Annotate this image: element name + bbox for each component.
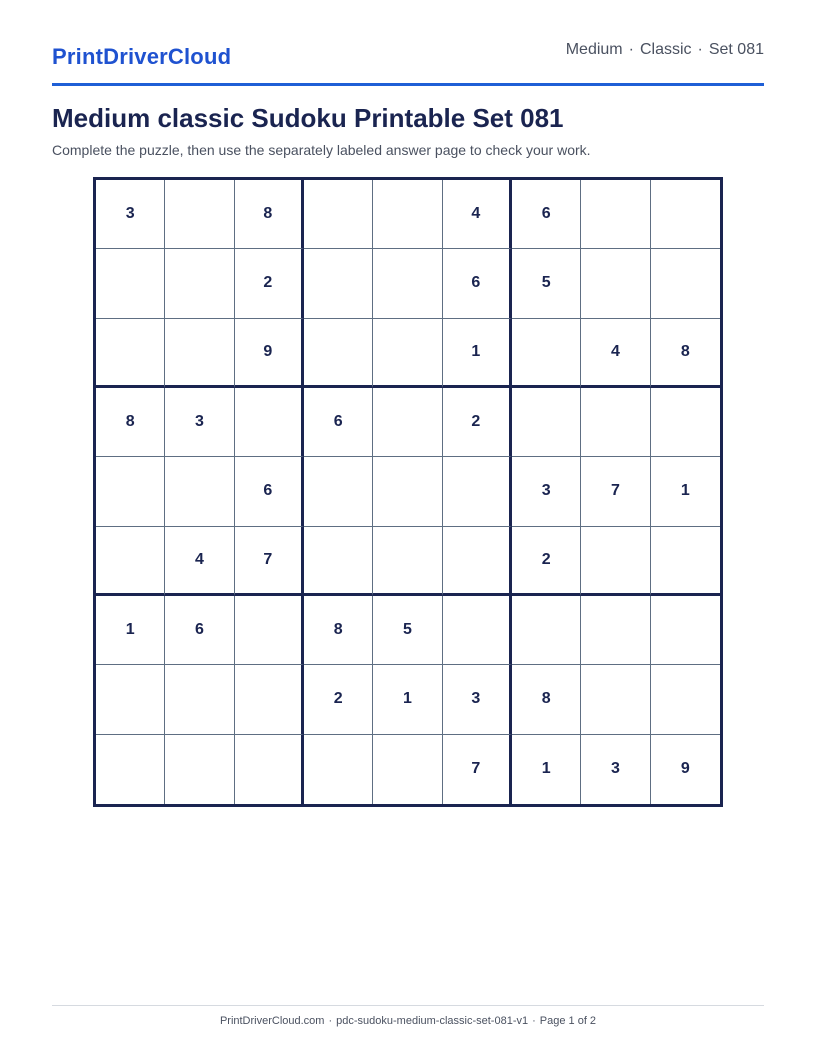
sudoku-cell[interactable]: 2 [443, 388, 512, 457]
sudoku-cell[interactable] [651, 527, 720, 596]
sudoku-cell[interactable] [304, 319, 373, 388]
sudoku-cell[interactable]: 1 [373, 665, 442, 734]
sudoku-cell[interactable]: 5 [512, 249, 581, 318]
sudoku-cell[interactable] [651, 249, 720, 318]
sudoku-cell[interactable] [373, 249, 442, 318]
sudoku-cell[interactable] [96, 527, 165, 596]
sudoku-cell[interactable]: 3 [512, 457, 581, 526]
sudoku-cell[interactable] [304, 249, 373, 318]
sudoku-cell[interactable]: 4 [581, 319, 650, 388]
sudoku-cell[interactable] [304, 180, 373, 249]
sudoku-cell[interactable] [373, 180, 442, 249]
sudoku-cell[interactable]: 2 [304, 665, 373, 734]
sudoku-cell[interactable]: 6 [443, 249, 512, 318]
set-label: Set 081 [708, 41, 764, 58]
sudoku-cell[interactable]: 1 [96, 596, 165, 665]
sudoku-cell[interactable] [373, 388, 442, 457]
sudoku-cell[interactable]: 9 [235, 319, 304, 388]
page-title: Medium classic Sudoku Printable Set 081 [52, 103, 564, 133]
sudoku-cell[interactable] [304, 527, 373, 596]
sudoku-cell[interactable] [581, 249, 650, 318]
sudoku-cell[interactable] [235, 735, 304, 804]
sudoku-cell[interactable] [235, 665, 304, 734]
sudoku-cell[interactable] [165, 180, 234, 249]
sudoku-cell[interactable] [443, 457, 512, 526]
sudoku-cell[interactable]: 6 [165, 596, 234, 665]
puzzle-meta: Medium · Classic · Set 081 [565, 41, 764, 58]
sudoku-cell[interactable] [96, 665, 165, 734]
sudoku-cell[interactable]: 8 [235, 180, 304, 249]
sudoku-cell[interactable] [373, 457, 442, 526]
sudoku-cell[interactable]: 7 [581, 457, 650, 526]
sudoku-cell[interactable] [651, 665, 720, 734]
sudoku-cell[interactable] [304, 457, 373, 526]
sudoku-cell[interactable]: 3 [443, 665, 512, 734]
sudoku-cell[interactable]: 9 [680, 760, 690, 778]
sudoku-cell[interactable] [165, 249, 234, 318]
sudoku-cell[interactable]: 3 [581, 735, 650, 804]
sudoku-cell[interactable]: 4 [165, 527, 234, 596]
sudoku-cell[interactable]: 1 [512, 735, 581, 804]
sudoku-cell[interactable]: 4 [443, 180, 512, 249]
sudoku-cell[interactable] [96, 319, 165, 388]
sudoku-cell[interactable] [165, 735, 234, 804]
variant-label: Classic [639, 41, 692, 58]
sudoku-cell[interactable]: 7 [443, 735, 512, 804]
sudoku-cell[interactable] [512, 319, 581, 388]
sudoku-cell[interactable]: 2 [235, 249, 304, 318]
sudoku-cell[interactable]: 6 [512, 180, 581, 249]
sudoku-cell[interactable]: 3 [96, 180, 165, 249]
sudoku-cell[interactable]: 8 [304, 596, 373, 665]
sudoku-cell[interactable] [651, 388, 720, 457]
sudoku-cell[interactable] [373, 527, 442, 596]
sudoku-cell[interactable] [165, 319, 234, 388]
sudoku-cell[interactable] [581, 180, 650, 249]
page-header [52, 0, 764, 86]
sudoku-cell[interactable] [235, 596, 304, 665]
sudoku-cell[interactable] [581, 596, 650, 665]
sudoku-cell[interactable] [96, 457, 165, 526]
sudoku-cell[interactable] [443, 527, 512, 596]
brand-logo[interactable]: PrintDriverCloud [52, 44, 232, 69]
sudoku-cell[interactable] [651, 180, 720, 249]
sudoku-cell[interactable]: 1 [651, 457, 720, 526]
sudoku-cell[interactable] [373, 319, 442, 388]
sudoku-cell[interactable]: 7 [235, 527, 304, 596]
sudoku-cell[interactable] [304, 735, 373, 804]
sudoku-cell[interactable]: 8 [651, 319, 720, 388]
sudoku-cell[interactable] [165, 457, 234, 526]
footer-site: PrintDriverCloud.com [219, 1015, 325, 1027]
difficulty-label: Medium [565, 41, 623, 58]
sudoku-cell[interactable] [373, 735, 442, 804]
footer-doc-id: pdc-sudoku-medium-classic-set-081-v1 [336, 1015, 529, 1027]
sudoku-cell[interactable] [581, 388, 650, 457]
sudoku-cell[interactable]: 1 [443, 319, 512, 388]
page-footer: PrintDriverCloud.com · pdc-sudoku-medium-classic-set-081-v1 · Page 1 of 2 [52, 1005, 764, 1027]
sudoku-cell[interactable] [581, 527, 650, 596]
sudoku-cell[interactable] [443, 596, 512, 665]
sudoku-cell[interactable] [581, 665, 650, 734]
sudoku-cell[interactable] [512, 596, 581, 665]
sudoku-cell[interactable]: 3 [165, 388, 234, 457]
sudoku-cell[interactable] [165, 665, 234, 734]
sudoku-cell[interactable] [651, 596, 720, 665]
sudoku-cell[interactable] [235, 388, 304, 457]
sudoku-cell[interactable]: 2 [512, 527, 581, 596]
sudoku-cell[interactable]: 6 [304, 388, 373, 457]
sudoku-grid [93, 177, 723, 807]
sudoku-cell[interactable]: 5 [373, 596, 442, 665]
sudoku-cell[interactable] [96, 735, 165, 804]
footer-page-number: Page 1 of 2 [539, 1015, 597, 1027]
sudoku-cell[interactable] [96, 249, 165, 318]
sudoku-cell[interactable]: 8 [512, 665, 581, 734]
page-subtitle: Complete the puzzle, then use the separately labeled answer page to check your work. [52, 142, 591, 158]
sudoku-cell[interactable]: 8 [96, 388, 165, 457]
sudoku-cell[interactable] [512, 388, 581, 457]
sudoku-cell[interactable]: 6 [235, 457, 304, 526]
